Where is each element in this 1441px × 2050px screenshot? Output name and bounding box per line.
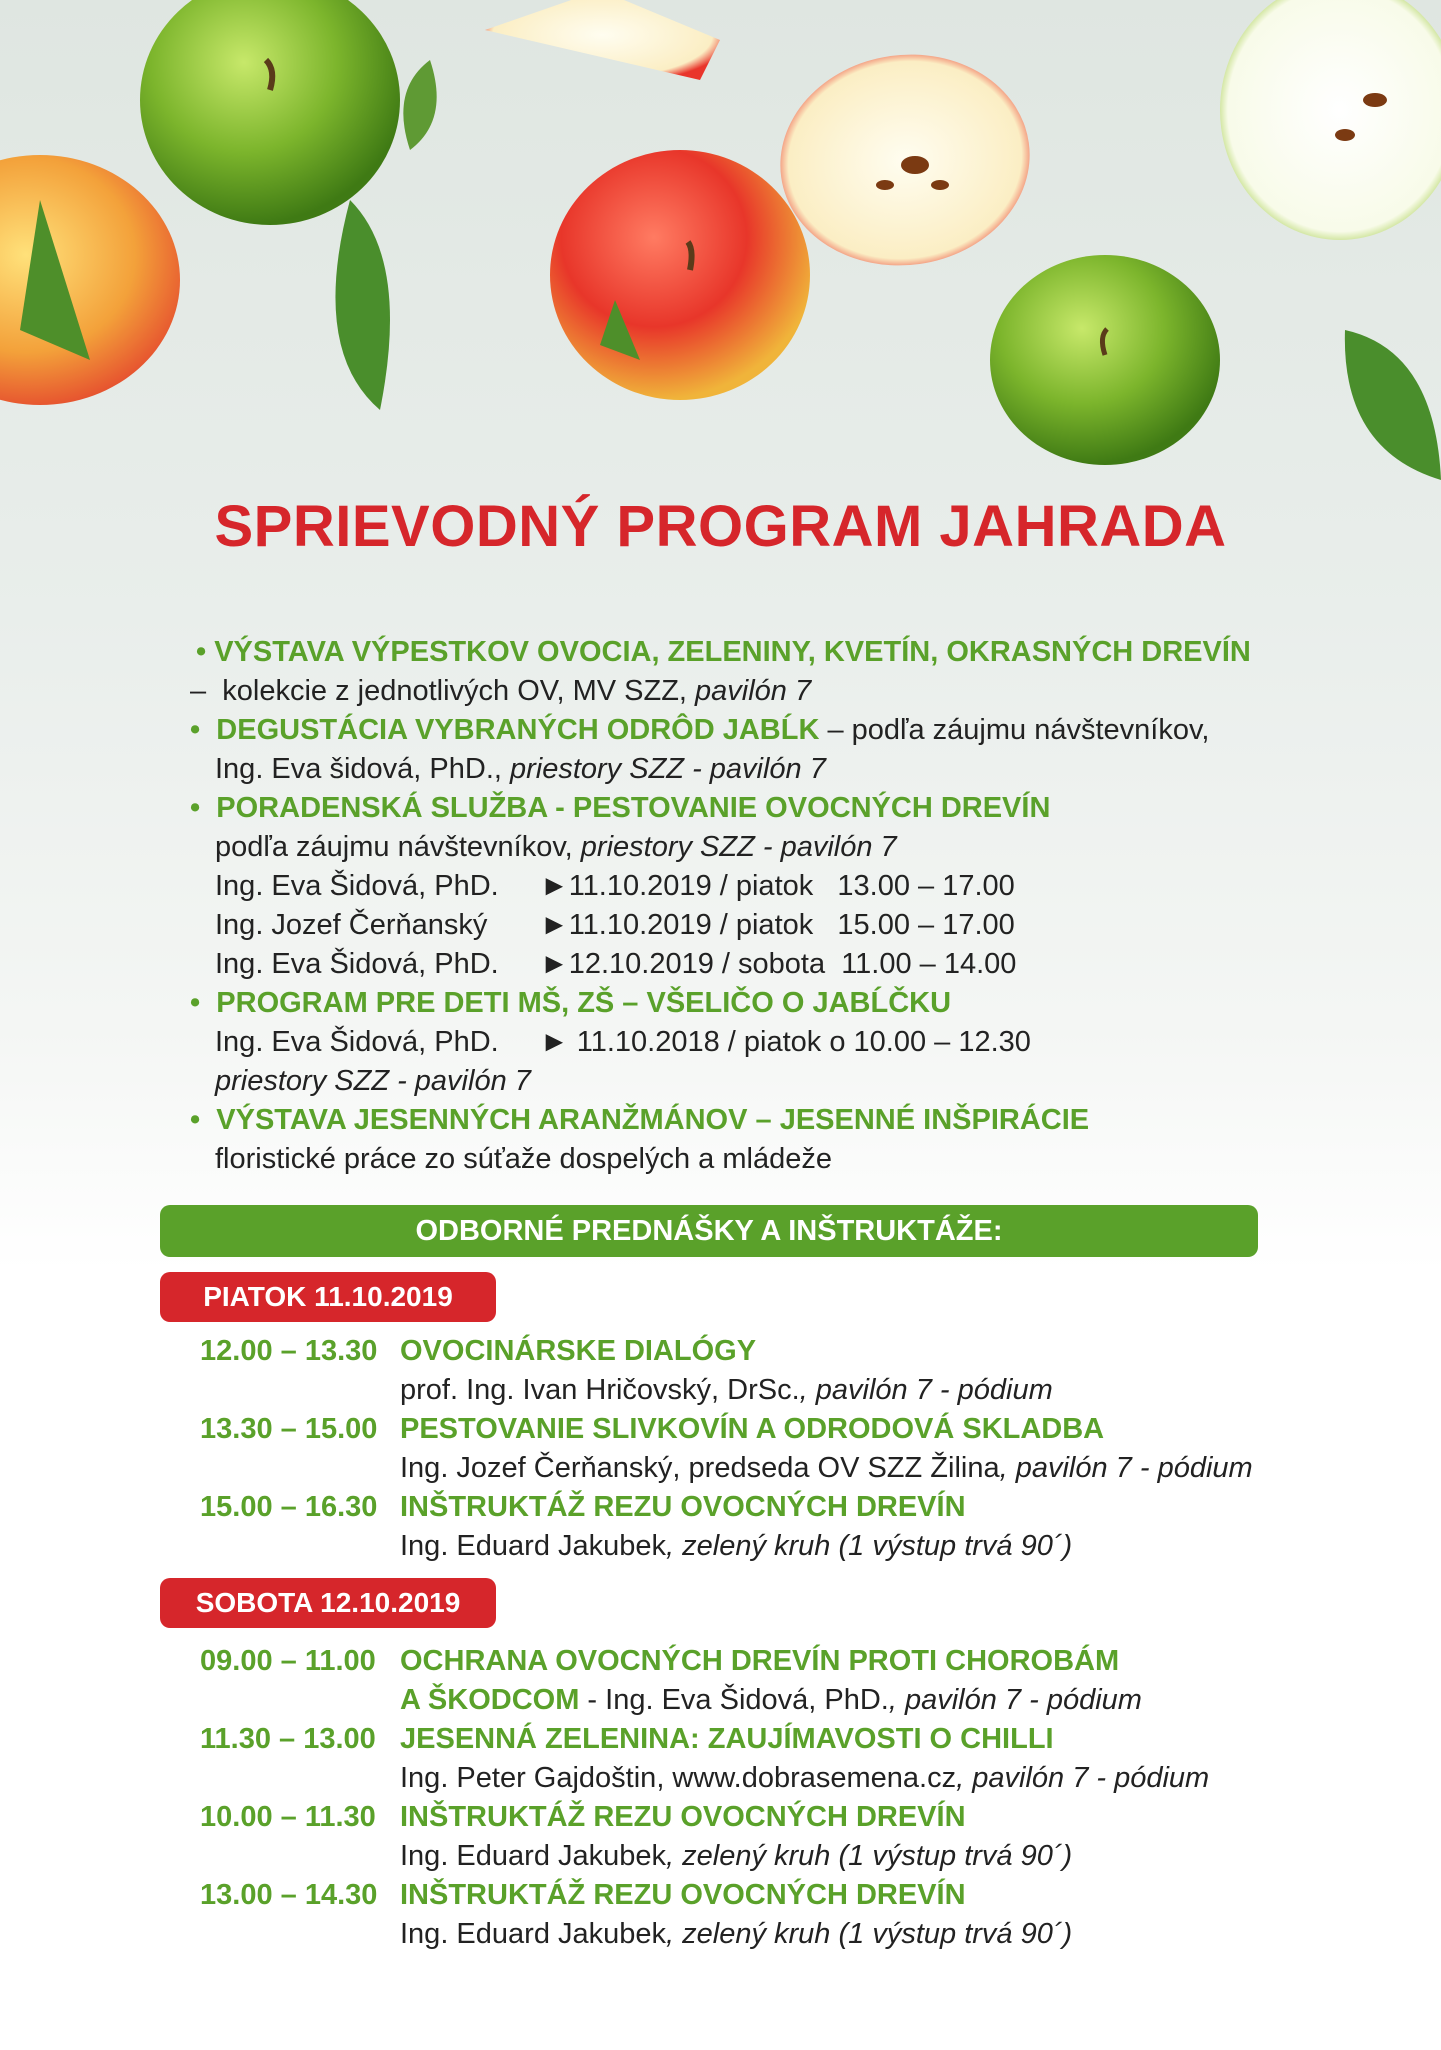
schedule-date: ►11.10.2019 / piatok 13.00 – 17.00 — [540, 870, 1015, 902]
talk-time: 09.00 – 11.00 — [200, 1645, 376, 1677]
list-item: • PORADENSKÁ SLUŽBA - PESTOVANIE OVOCNÝCH DREVÍN — [190, 792, 1051, 824]
schedule-row: Ing. Eva Šidová, PhD. — [215, 948, 499, 980]
item-heading: PORADENSKÁ SLUŽBA - PESTOVANIE OVOCNÝCH DREVÍN — [216, 792, 1051, 824]
item-heading: VÝSTAVA VÝPESTKOV OVOCIA, ZELENINY, KVETÍN, OKRASNÝCH DREVÍN — [214, 636, 1251, 668]
talk-details: A ŠKODCOM - Ing. Eva Šidová, PhD., pavilón 7 - pódium — [400, 1684, 1142, 1716]
talk-title: OCHRANA OVOCNÝCH DREVÍN PROTI CHOROBÁM — [400, 1645, 1120, 1677]
item-heading: DEGUSTÁCIA VYBRANÝCH ODRÔD JABĹK — [216, 714, 820, 746]
item-heading: VÝSTAVA JESENNÝCH ARANŽMÁNOV – JESENNÉ INŠPIRÁCIE — [216, 1104, 1090, 1136]
talk-details: prof. Ing. Ivan Hričovský, DrSc., pavilón 7 - pódium — [400, 1374, 1053, 1406]
schedule-date: ►11.10.2019 / piatok 15.00 – 17.00 — [540, 909, 1015, 941]
talk-details: Ing. Jozef Čerňanský, predseda OV SZZ Žilina, pavilón 7 - pódium — [400, 1452, 1253, 1484]
talk-title: INŠTRUKTÁŽ REZU OVOCNÝCH DREVÍN — [400, 1491, 966, 1523]
lectures-banner: ODBORNÉ PREDNÁŠKY A INŠTRUKTÁŽE: — [160, 1205, 1258, 1257]
talk-details: Ing. Eduard Jakubek, zelený kruh (1 výstup trvá 90´) — [400, 1530, 1073, 1562]
talk-title: OVOCINÁRSKE DIALÓGY — [400, 1335, 757, 1367]
schedule-row: Ing. Eva Šidová, PhD. — [215, 1026, 499, 1058]
talk-time: 10.00 – 11.30 — [200, 1801, 376, 1833]
list-item: – kolekcie z jednotlivých OV, MV SZZ, pavilón 7 — [190, 675, 812, 707]
list-item: • VÝSTAVA JESENNÝCH ARANŽMÁNOV – JESENNÉ INŠPIRÁCIE — [190, 1104, 1090, 1136]
item-heading: PROGRAM PRE DETI MŠ, ZŠ – VŠELIČO O JABĹČKU — [216, 987, 952, 1019]
list-item: • PROGRAM PRE DETI MŠ, ZŠ – VŠELIČO O JABĹČKU — [190, 987, 952, 1019]
talk-time: 12.00 – 13.30 — [200, 1335, 378, 1367]
page-title: SPRIEVODNÝ PROGRAM JAHRADA — [214, 494, 1227, 559]
schedule-row: Ing. Eva Šidová, PhD. — [215, 870, 499, 902]
apples-header-image — [0, 0, 1441, 520]
bullet: • — [196, 636, 207, 668]
talk-details: Ing. Peter Gajdoštin, www.dobrasemena.cz, pavilón 7 - pódium — [400, 1762, 1210, 1794]
schedule-date: ►12.10.2019 / sobota 11.00 – 14.00 — [540, 948, 1017, 980]
talk-time: 15.00 – 16.30 — [200, 1491, 378, 1523]
schedule-date: ► 11.10.2018 / piatok o 10.00 – 12.30 — [540, 1026, 1031, 1058]
list-item: podľa záujmu návštevníkov, priestory SZZ - pavilón 7 — [215, 831, 897, 863]
list-item: floristické práce zo súťaže dospelých a mládeže — [215, 1143, 832, 1175]
talk-time: 13.00 – 14.30 — [200, 1879, 378, 1911]
talk-details: Ing. Eduard Jakubek, zelený kruh (1 výstup trvá 90´) — [400, 1918, 1073, 1950]
talk-title: PESTOVANIE SLIVKOVÍN A ODRODOVÁ SKLADBA — [400, 1413, 1105, 1445]
day-label-saturday: SOBOTA 12.10.2019 — [160, 1578, 496, 1628]
talk-title: INŠTRUKTÁŽ REZU OVOCNÝCH DREVÍN — [400, 1879, 966, 1911]
list-item: priestory SZZ - pavilón 7 — [215, 1065, 531, 1097]
schedule-row: Ing. Jozef Čerňanský — [215, 909, 488, 941]
list-item — [196, 636, 1251, 669]
talk-time: 11.30 – 13.00 — [200, 1723, 376, 1755]
list-item: • DEGUSTÁCIA VYBRANÝCH ODRÔD JABĹK – podľa záujmu návštevníkov, — [190, 714, 1210, 746]
list-item: Ing. Eva šidová, PhD., priestory SZZ - pavilón 7 — [215, 753, 826, 785]
talk-details: Ing. Eduard Jakubek, zelený kruh (1 výstup trvá 90´) — [400, 1840, 1073, 1872]
talk-title: INŠTRUKTÁŽ REZU OVOCNÝCH DREVÍN — [400, 1801, 966, 1833]
day-label-friday: PIATOK 11.10.2019 — [160, 1272, 496, 1322]
talk-time: 13.30 – 15.00 — [200, 1413, 378, 1445]
talk-title: JESENNÁ ZELENINA: ZAUJÍMAVOSTI O CHILLI — [400, 1723, 1054, 1755]
